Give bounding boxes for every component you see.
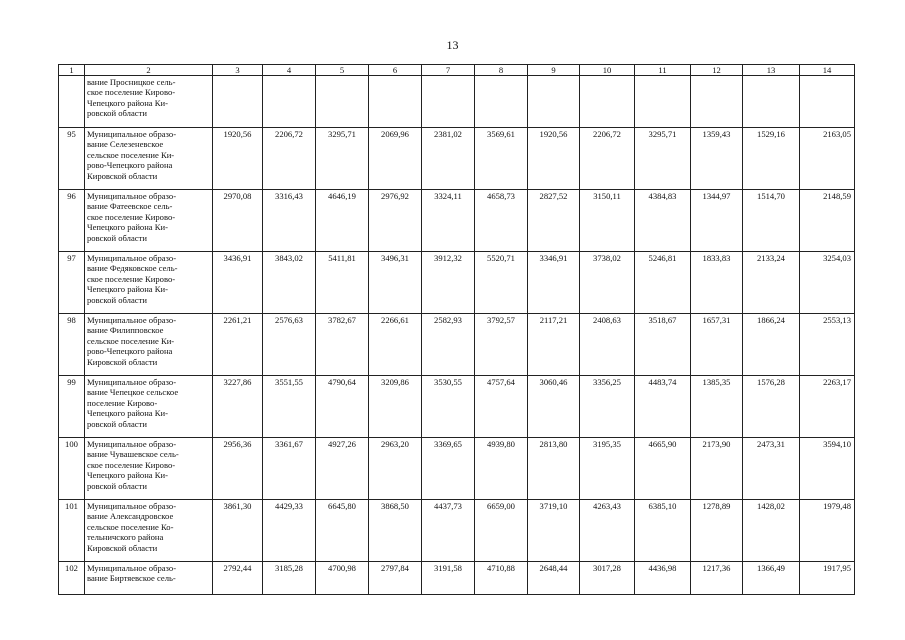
value-cell: 1514,70: [743, 190, 800, 252]
value-cell: 2813,80: [528, 438, 580, 500]
table-row: [59, 376, 855, 438]
municipality-name-cell: Муниципальное образо- вание Чувашевское сель- ское поселение Кирово- Чепецкого района Ки- ровской области: [85, 438, 213, 500]
value-cell: [635, 76, 691, 128]
value-cell: 4757,64: [475, 376, 528, 438]
value-cell: 2582,93: [422, 314, 475, 376]
row-number-cell: 98: [59, 314, 85, 376]
value-cell: [263, 76, 316, 128]
value-cell: 2206,72: [580, 128, 635, 190]
value-cell: 2133,24: [743, 252, 800, 314]
value-cell: 3912,32: [422, 252, 475, 314]
value-cell: 3150,11: [580, 190, 635, 252]
row-number-cell: 96: [59, 190, 85, 252]
value-cell: 3436,91: [213, 252, 263, 314]
value-cell: [800, 76, 855, 128]
value-cell: [691, 76, 743, 128]
value-cell: 4700,98: [316, 562, 369, 595]
value-cell: 4263,43: [580, 500, 635, 562]
value-cell: 4710,88: [475, 562, 528, 595]
row-number-cell: 99: [59, 376, 85, 438]
value-cell: 1920,56: [213, 128, 263, 190]
value-cell: 1529,16: [743, 128, 800, 190]
table-row: [59, 438, 855, 500]
value-cell: 2797,84: [369, 562, 422, 595]
row-number-cell: 101: [59, 500, 85, 562]
value-cell: 3254,03: [800, 252, 855, 314]
value-cell: 2792,44: [213, 562, 263, 595]
value-cell: 2069,96: [369, 128, 422, 190]
value-cell: 4658,73: [475, 190, 528, 252]
value-cell: 2970,08: [213, 190, 263, 252]
municipality-name-cell: Муниципальное образо- вание Биртяевское сель-: [85, 562, 213, 595]
municipality-name-cell: вание Просницкое сель- ское поселение Кирово- Чепецкого района Ки- ровской области: [85, 76, 213, 128]
value-cell: 3569,61: [475, 128, 528, 190]
value-cell: 3594,10: [800, 438, 855, 500]
value-cell: 4665,90: [635, 438, 691, 500]
value-cell: 4483,74: [635, 376, 691, 438]
value-cell: 3185,28: [263, 562, 316, 595]
value-cell: 1217,36: [691, 562, 743, 595]
column-header: 3: [213, 65, 263, 76]
municipality-name-cell: Муниципальное образо- вание Александровское сельское поселение Ко- тельничского района Кировской области: [85, 500, 213, 562]
value-cell: 3782,67: [316, 314, 369, 376]
column-header: 13: [743, 65, 800, 76]
value-cell: 2963,20: [369, 438, 422, 500]
value-cell: 4437,73: [422, 500, 475, 562]
column-header: 12: [691, 65, 743, 76]
value-cell: 6645,80: [316, 500, 369, 562]
value-cell: 6385,10: [635, 500, 691, 562]
value-cell: 4384,83: [635, 190, 691, 252]
municipality-name-cell: Муниципальное образо- вание Фатеевское сель- ское поселение Кирово- Чепецкого района Ки- ровской области: [85, 190, 213, 252]
value-cell: 1657,31: [691, 314, 743, 376]
value-cell: 3551,55: [263, 376, 316, 438]
value-cell: 5246,81: [635, 252, 691, 314]
value-cell: [213, 76, 263, 128]
value-cell: [528, 76, 580, 128]
table-header-row: [59, 65, 855, 76]
value-cell: 3369,65: [422, 438, 475, 500]
value-cell: 2117,21: [528, 314, 580, 376]
value-cell: 1866,24: [743, 314, 800, 376]
value-cell: [580, 76, 635, 128]
row-number-cell: 97: [59, 252, 85, 314]
value-cell: 3843,02: [263, 252, 316, 314]
value-cell: 1278,89: [691, 500, 743, 562]
value-cell: 2206,72: [263, 128, 316, 190]
page-number: 13: [446, 38, 459, 52]
row-number-cell: [59, 76, 85, 128]
value-cell: 2408,63: [580, 314, 635, 376]
value-cell: 1917,95: [800, 562, 855, 595]
value-cell: 3868,50: [369, 500, 422, 562]
value-cell: 1344,97: [691, 190, 743, 252]
column-header: 7: [422, 65, 475, 76]
value-cell: 3518,67: [635, 314, 691, 376]
value-cell: 3356,25: [580, 376, 635, 438]
value-cell: [422, 76, 475, 128]
value-cell: 2576,63: [263, 314, 316, 376]
municipality-name-cell: Муниципальное образо- вание Селезеневское сельское поселение Ки- рово-Чепецкого района Кировской области: [85, 128, 213, 190]
column-header: 11: [635, 65, 691, 76]
municipality-name-cell: Муниципальное образо- вание Чепецкое сельское поселение Кирово- Чепецкого района Ки- ровской области: [85, 376, 213, 438]
value-cell: 3719,10: [528, 500, 580, 562]
value-cell: 1979,48: [800, 500, 855, 562]
row-number-cell: 95: [59, 128, 85, 190]
value-cell: 2956,36: [213, 438, 263, 500]
value-cell: 3496,31: [369, 252, 422, 314]
value-cell: 2148,59: [800, 190, 855, 252]
value-cell: 3324,11: [422, 190, 475, 252]
value-cell: 3738,02: [580, 252, 635, 314]
value-cell: 2976,92: [369, 190, 422, 252]
value-cell: 2266,61: [369, 314, 422, 376]
municipality-name-cell: Муниципальное образо- вание Филипповское сельское поселение Ки- рово-Чепецкого района Кировской области: [85, 314, 213, 376]
table-row: [59, 252, 855, 314]
value-cell: 4436,98: [635, 562, 691, 595]
value-cell: 1359,43: [691, 128, 743, 190]
value-cell: 2263,17: [800, 376, 855, 438]
table-row: [59, 128, 855, 190]
value-cell: 1385,35: [691, 376, 743, 438]
value-cell: 4429,33: [263, 500, 316, 562]
table-row: [59, 190, 855, 252]
value-cell: 1833,83: [691, 252, 743, 314]
value-cell: [475, 76, 528, 128]
value-cell: 1576,28: [743, 376, 800, 438]
value-cell: 3530,55: [422, 376, 475, 438]
value-cell: 6659,00: [475, 500, 528, 562]
value-cell: 3017,28: [580, 562, 635, 595]
column-header: 8: [475, 65, 528, 76]
value-cell: 4939,80: [475, 438, 528, 500]
column-header: 9: [528, 65, 580, 76]
value-cell: 3191,58: [422, 562, 475, 595]
value-cell: 5411,81: [316, 252, 369, 314]
value-cell: 5520,71: [475, 252, 528, 314]
value-cell: 1366,49: [743, 562, 800, 595]
column-header: 2: [85, 65, 213, 76]
table-row: [59, 314, 855, 376]
value-cell: 1920,56: [528, 128, 580, 190]
value-cell: 2381,02: [422, 128, 475, 190]
value-cell: 3295,71: [316, 128, 369, 190]
column-header: 14: [800, 65, 855, 76]
value-cell: 3209,86: [369, 376, 422, 438]
value-cell: 2163,05: [800, 128, 855, 190]
column-header: 5: [316, 65, 369, 76]
value-cell: 4927,26: [316, 438, 369, 500]
row-number-cell: 100: [59, 438, 85, 500]
municipality-name-cell: Муниципальное образо- вание Федяковское сель- ское поселение Кирово- Чепецкого района Ки- ровской области: [85, 252, 213, 314]
value-cell: 3361,67: [263, 438, 316, 500]
value-cell: 3227,86: [213, 376, 263, 438]
value-cell: 4790,64: [316, 376, 369, 438]
value-cell: 2173,90: [691, 438, 743, 500]
value-cell: [316, 76, 369, 128]
value-cell: 2648,44: [528, 562, 580, 595]
value-cell: 3861,30: [213, 500, 263, 562]
value-cell: [743, 76, 800, 128]
value-cell: 3316,43: [263, 190, 316, 252]
column-header: 1: [59, 65, 85, 76]
value-cell: 2553,13: [800, 314, 855, 376]
value-cell: [369, 76, 422, 128]
value-cell: 4646,19: [316, 190, 369, 252]
value-cell: 2473,31: [743, 438, 800, 500]
value-cell: 3060,46: [528, 376, 580, 438]
value-cell: 3792,57: [475, 314, 528, 376]
value-cell: 2827,52: [528, 190, 580, 252]
value-cell: 3195,35: [580, 438, 635, 500]
value-cell: 1428,02: [743, 500, 800, 562]
table-row: [59, 562, 855, 595]
table-row: [59, 76, 855, 128]
column-header: 4: [263, 65, 316, 76]
column-header: 10: [580, 65, 635, 76]
row-number-cell: 102: [59, 562, 85, 595]
data-table: [58, 64, 855, 595]
value-cell: 2261,21: [213, 314, 263, 376]
value-cell: 3295,71: [635, 128, 691, 190]
column-header: 6: [369, 65, 422, 76]
table-row: [59, 500, 855, 562]
value-cell: 3346,91: [528, 252, 580, 314]
